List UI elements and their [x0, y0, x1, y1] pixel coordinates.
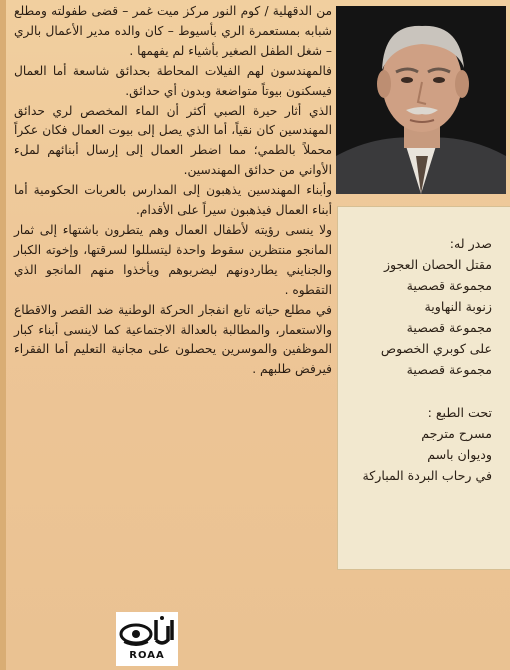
publisher-logo	[116, 612, 178, 666]
list-item: زنوبة النهاوية	[424, 299, 492, 314]
eye-logo-icon	[116, 612, 178, 650]
list-item: في رحاب البردة المباركة	[362, 468, 492, 483]
in-print-list	[344, 423, 492, 486]
list-item: على كوبري الخصوص	[380, 341, 492, 356]
published-list	[344, 254, 492, 380]
bio-paragraph: وأبناء المهندسين يذهبون إلى المدارس بالعربات الحكومية أما أبناء العمال فيذهبون سيراً على الأقدام.	[14, 183, 332, 218]
in-print-heading: تحت الطبع :	[427, 405, 492, 420]
list-item: وديوان باسم	[427, 447, 492, 462]
bio-paragraph: فالمهندسون لهم الفيلات المحاطة بحدائق شاسعة أما العمال فيسكنون بيوتاً متواضعة وبدون أي حدائق.	[14, 63, 332, 98]
bio-paragraph: ولا ينسى رؤيته لأطفال العمال وهم يتطرون باشتهاء إلى ثمار المانجو منتظرين سقوط واحدة ليتسللوا لسرقتها، وإخوته الكبار والجنايني يطاردونهم ليضربوهم ويأخذوا منهم المانجو الذي التقطوه .	[14, 222, 332, 297]
list-item: مقتل الحصان العجوز	[383, 257, 492, 272]
logo-wordmark: ROAA	[129, 650, 165, 661]
list-item: مجموعة قصصية	[406, 362, 492, 377]
bio-paragraph: في مطلع حياته تابع انفجار الحركة الوطنية ضد القصر والاقطاع والاستعمار، والمطالبة بالعدالة الاجتماعية كما لاينسى أبناء كبار الموظفين والموسرين يحصلون على مجانية التعليم أما الفقراء فيرفض طلبهم .	[14, 302, 332, 377]
portrait-drawing	[336, 6, 506, 194]
list-item: مجموعة قصصية	[406, 320, 492, 335]
spacer	[344, 380, 492, 402]
bio-paragraph: الذي أثار حيرة الصبي أكثر أن الماء المخصص لري حدائق المهندسين كان نقياً، أما الذي يصل إلى بيوت العمال فكان عكراً محملاً بالطمي؛ مما اضطر العمال إلى إرسال أبنائهم لملء الأواني من حدائق المهندسين.	[14, 103, 332, 178]
author-biography	[14, 2, 332, 592]
author-portrait	[336, 6, 506, 194]
bio-paragraph: من الدقهلية / كوم النور مركز ميت غمر – قضى طفولته ومطلع شبابه بمستعمرة الري بأسيوط – كان والده مدير الأعمال بالري – شغل الطفل الصغير بأشياء لم يفهمها .	[14, 4, 332, 58]
works-panel	[337, 206, 510, 570]
list-item: مسرح مترجم	[421, 426, 492, 441]
list-item: مجموعة قصصية	[406, 278, 492, 293]
published-heading: صدر له:	[449, 236, 492, 251]
